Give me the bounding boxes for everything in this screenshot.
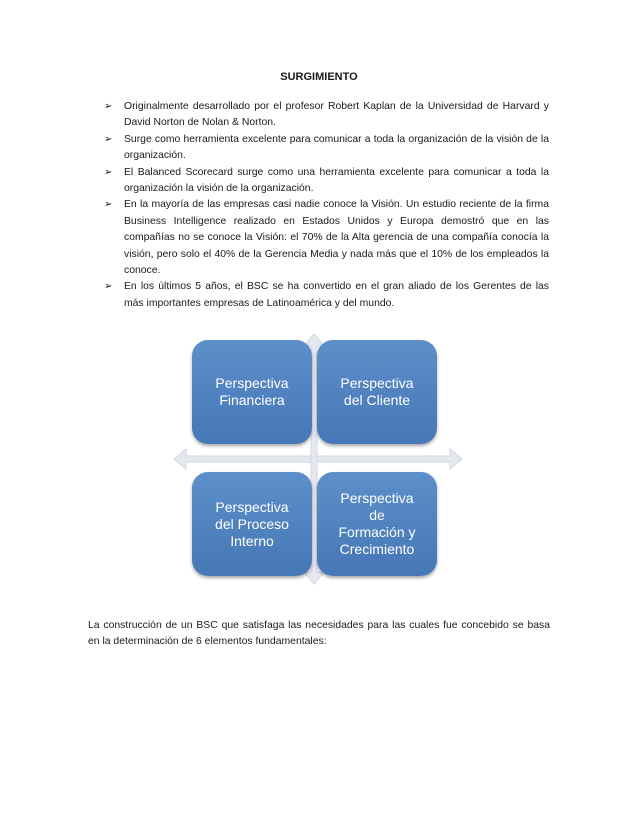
page-title: SURGIMIENTO <box>280 71 358 83</box>
arrow-bullet-icon: ➢ <box>104 199 113 211</box>
closing-paragraph: La construcción de un BSC que satisfaga las necesidades para las cuales fue concebido se basa en la determinación de 6 elementos fundamentales: <box>88 620 550 648</box>
list-item <box>104 279 549 312</box>
arrow-bullet-icon: ➢ <box>104 166 113 178</box>
bullet-text: Originalmente desarrollado por el profesor Robert Kaplan de la Universidad de Harvard y David Norton de Nolan & Norton. <box>124 101 549 129</box>
list-item <box>104 197 549 279</box>
bullet-text: Surge como herramienta excelente para comunicar a toda la organización de la visión de la organización. <box>124 133 549 162</box>
quadrant-label: Perspectiva del Cliente <box>340 375 414 408</box>
quadrant-label: Perspectiva de Formación y Crecimiento <box>338 490 416 557</box>
arrow-bullet-icon: ➢ <box>104 281 113 293</box>
quadrant-label: Perspectiva Financiera <box>215 375 289 408</box>
perspectives-diagram <box>172 332 464 586</box>
quadrant-internal-process <box>192 472 312 576</box>
bullet-text: El Balanced Scorecard surge como una herramienta excelente para comunicar a toda la organización la visión de la organización. <box>124 166 549 195</box>
quadrant-label: Perspectiva del Proceso Interno <box>215 498 289 549</box>
list-item <box>104 165 549 198</box>
list-item <box>104 99 549 132</box>
quadrant-customer <box>317 340 437 444</box>
arrow-bullet-icon: ➢ <box>104 133 113 145</box>
list-item <box>104 132 549 165</box>
arrow-bullet-icon: ➢ <box>104 101 113 112</box>
quadrant-financial <box>192 340 312 444</box>
bullet-text: En los últimos 5 años, el BSC se ha convertido en el gran aliado de los Gerentes de las más importantes empresas de Latinoamérica y del mundo. <box>124 281 549 309</box>
bullet-list <box>104 99 549 312</box>
bullet-text: En la mayoría de las empresas casi nadie conoce la Visión. Un estudio reciente de la firma Business Intelligence realizado en Estados Unidos y Europa demostró que en las compañías no se conoce la Visión: el 70% de la Alta gerencia de una compañía conocía la visión, pero solo el 40% de la Gerencia Media y nada más que el 10% de los empleados la conoce. <box>124 199 549 277</box>
quadrant-learning-growth <box>317 472 437 576</box>
